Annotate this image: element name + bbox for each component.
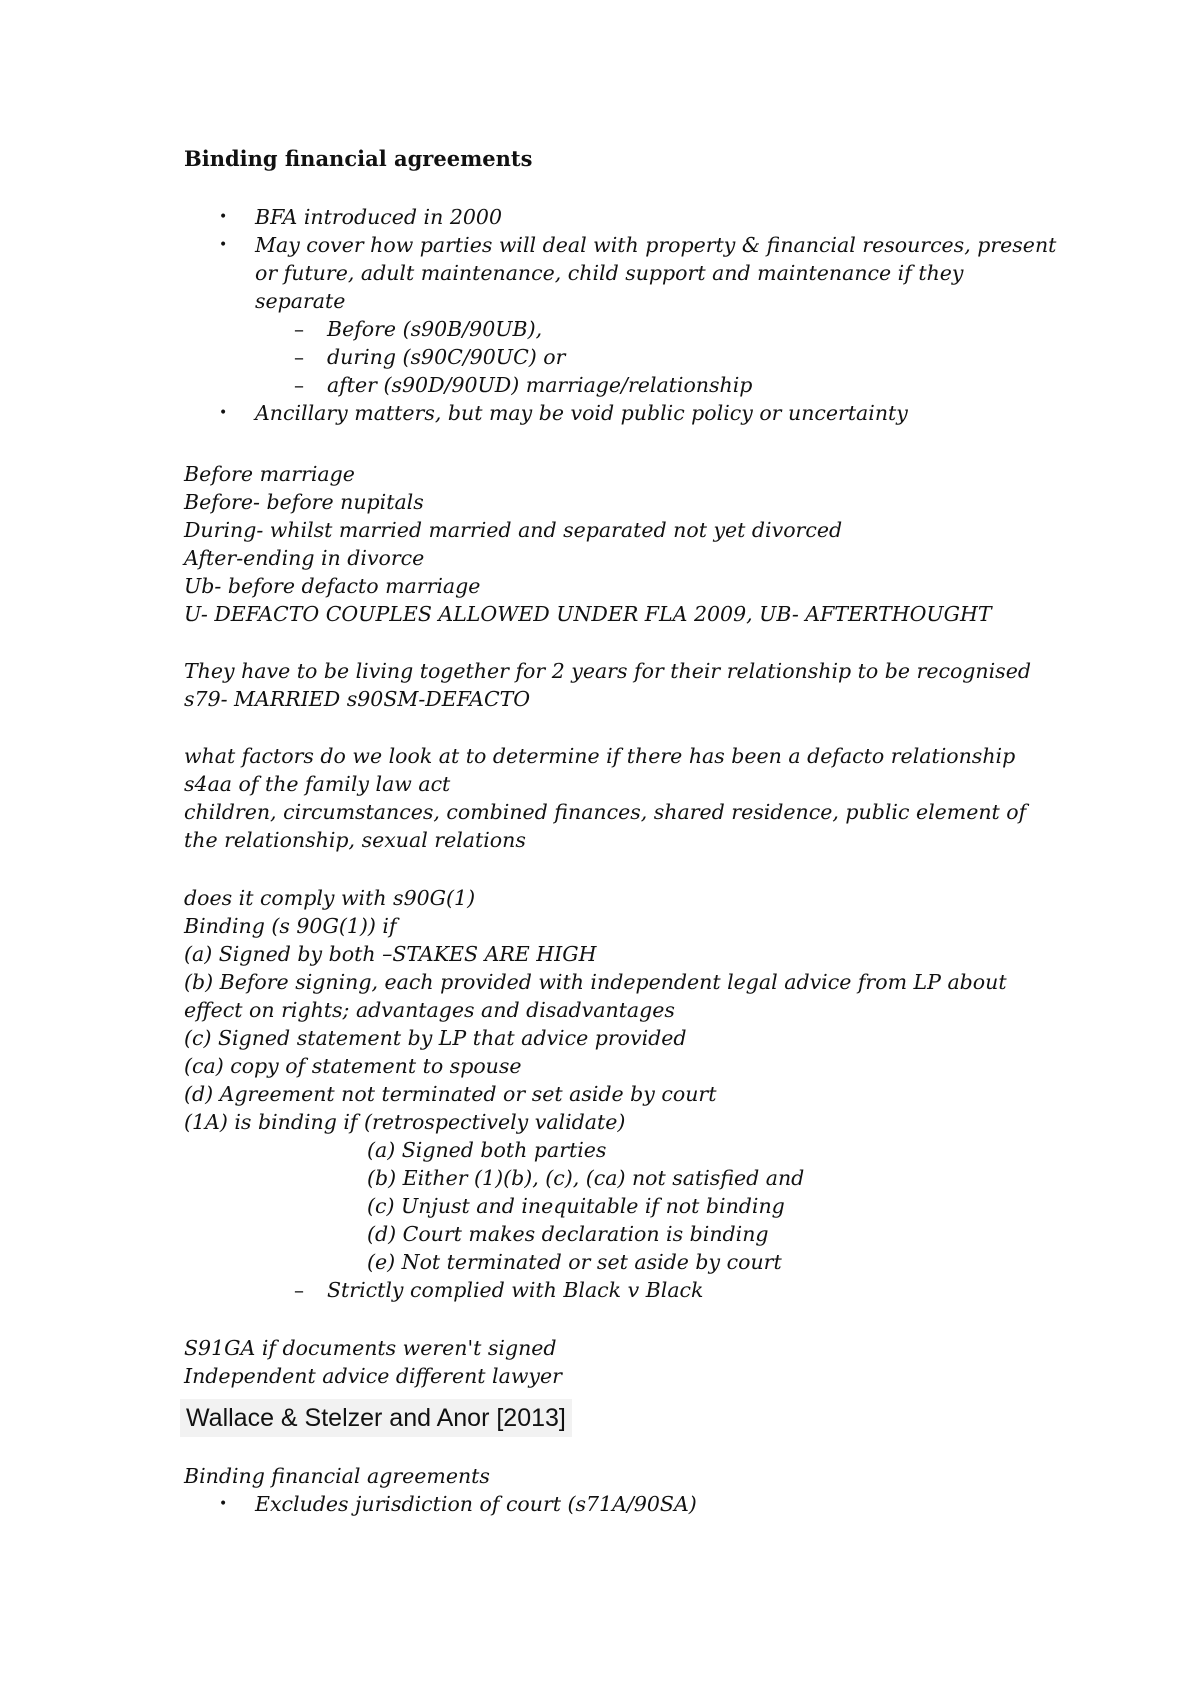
comply-line: (b) Before signing, each provided with independent legal advice from LP about — [184, 970, 1007, 994]
bullet-icon: • — [219, 1496, 228, 1512]
comply-line: does it comply with s90G(1) — [184, 886, 476, 910]
comply-line: Binding (s 90G(1)) if — [184, 914, 397, 938]
bullet-item: Ancillary matters, but may be void public policy or uncertainty — [255, 401, 908, 425]
dash-icon: – — [294, 373, 304, 397]
note-line: children, circumstances, combined finances, shared residence, public element of — [184, 800, 1027, 824]
dash-icon: – — [294, 345, 304, 369]
sub-item: (d) Court makes declaration is binding — [367, 1222, 769, 1246]
sub-item: (a) Signed both parties — [367, 1138, 607, 1162]
bullet-item-continuation: or future, adult maintenance, child support and maintenance if they — [255, 261, 964, 285]
comply-line: (a) Signed by both –STAKES ARE HIGH — [184, 942, 597, 966]
definition-line: After-ending in divorce — [184, 546, 425, 570]
case-citation: Wallace & Stelzer and Anor [2013] — [180, 1399, 572, 1437]
bullet-icon: • — [219, 209, 228, 225]
dash-item: Before (s90B/90UB), — [327, 317, 543, 341]
note-line: They have to be living together for 2 years for their relationship to be recognised — [184, 659, 1031, 683]
bullet-item: May cover how parties will deal with property & financial resources, present — [255, 233, 1057, 257]
section-title: Binding financial agreements — [184, 1464, 490, 1488]
comply-line: (ca) copy of statement to spouse — [184, 1054, 522, 1078]
comply-line: effect on rights; advantages and disadvantages — [184, 998, 675, 1022]
definition-line: During- whilst married married and separated not yet divorced — [184, 518, 843, 542]
note-line: S91GA if documents weren't signed — [184, 1336, 557, 1360]
dash-icon: – — [294, 1278, 304, 1302]
note-line: s79- MARRIED s90SM-DEFACTO — [184, 687, 531, 711]
note-line: what factors do we look at to determine if there has been a defacto relationship — [184, 744, 1016, 768]
dash-icon: – — [294, 317, 304, 341]
comply-line: (c) Signed statement by LP that advice provided — [184, 1026, 687, 1050]
comply-line: (d) Agreement not terminated or set aside by court — [184, 1082, 717, 1106]
definition-line: Ub- before defacto marriage — [184, 574, 481, 598]
note-line: s4aa of the family law act — [184, 772, 451, 796]
note-line: the relationship, sexual relations — [184, 828, 526, 852]
comply-line: (1A) is binding if (retrospectively validate) — [184, 1110, 626, 1134]
definition-line: Before marriage — [184, 462, 355, 486]
note-line: Independent advice different lawyer — [184, 1364, 562, 1388]
dash-item: during (s90C/90UC) or — [327, 345, 566, 369]
definition-line: Before- before nupitals — [184, 490, 424, 514]
bullet-item-continuation: separate — [255, 289, 346, 313]
page-title: Binding financial agreements — [184, 146, 533, 171]
dash-item: after (s90D/90UD) marriage/relationship — [327, 373, 753, 397]
bullet-icon: • — [219, 237, 228, 253]
sub-item: (b) Either (1)(b), (c), (ca) not satisfied and — [367, 1166, 805, 1190]
bullet-item: Excludes jurisdiction of court (s71A/90SA) — [255, 1492, 697, 1516]
definition-line: U- DEFACTO COUPLES ALLOWED UNDER FLA 2009, UB- AFTERTHOUGHT — [184, 602, 992, 626]
sub-item: (e) Not terminated or set aside by court — [367, 1250, 782, 1274]
bullet-icon: • — [219, 405, 228, 421]
dash-item: Strictly complied with Black v Black — [327, 1278, 704, 1302]
sub-item: (c) Unjust and inequitable if not binding — [367, 1194, 785, 1218]
bullet-item: BFA introduced in 2000 — [255, 205, 502, 229]
